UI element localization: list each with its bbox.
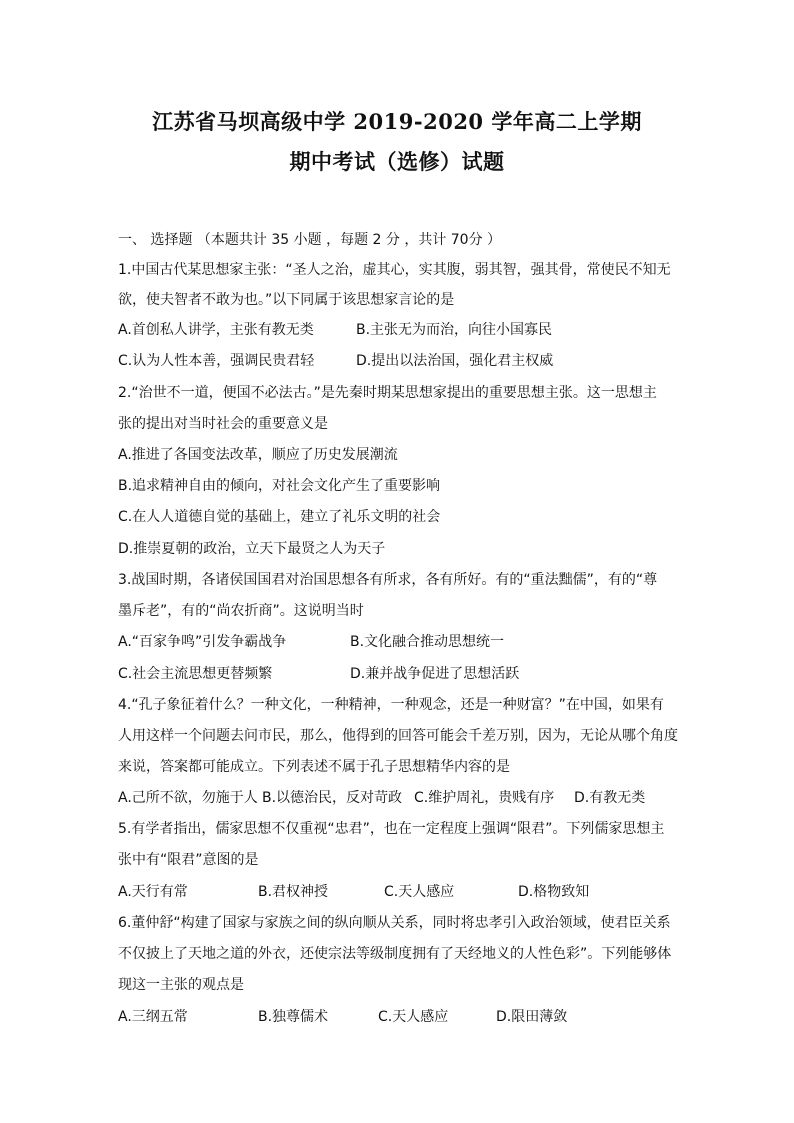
question-4-stem-line-3: 来说，答案都可能成立。下列表述不属于孔子思想精华内容的是 [118, 759, 510, 775]
question-5-stem-line-2: 张中有“限君”意图的是 [118, 852, 259, 868]
question-1-options-row-2 [118, 351, 698, 371]
question-5-option-d: D.格物致知 [518, 884, 590, 900]
question-1-options-row-1 [118, 320, 698, 340]
question-5-option-b: B.君权神授 [258, 884, 329, 900]
question-4-option-c: C.维护周礼，贵贱有序 [414, 790, 555, 806]
exam-title: 江苏省马坝高级中学 2019-2020 学年高二上学期 [152, 109, 642, 134]
question-6-stem-line-3: 现这一主张的观点是 [118, 977, 244, 993]
question-3-option-d: D.兼并战争促进了思想活跃 [350, 666, 520, 682]
question-5-options-row [118, 882, 698, 902]
question-1-option-d: D.提出以法治国，强化君主权威 [356, 353, 554, 369]
question-4-option-b: B.以德治民，反对苛政 [262, 790, 403, 806]
question-2-stem-line-2: 张的提出对当时社会的重要意义是 [118, 416, 328, 432]
question-6-option-b: B.独尊儒术 [258, 1009, 329, 1025]
question-3-options-row-2 [118, 664, 698, 684]
question-4-stem-line-2: 人用这样一个问题去问市民，那么，他得到的回答可能会千差万别，因为，无论从哪个角度 [118, 728, 678, 744]
question-5-option-c: C.天人感应 [384, 884, 455, 900]
question-3-stem-line-2: 墨斥老”，有的“尚农折商”。这说明当时 [118, 603, 364, 619]
exam-subtitle: 期中考试（选修）试题 [289, 149, 505, 174]
question-3-options-row-1 [118, 632, 698, 652]
question-1-stem-line-2: 欲，使夫智者不敢为也。”以下同属于该思想家言论的是 [118, 292, 455, 308]
question-6-stem-line-1: 6.董仲舒“构建了国家与家族之间的纵向顺从关系，同时将忠孝引入政治领域，使君臣关系 [118, 915, 671, 931]
question-5-stem-line-1: 5.有学者指出，儒家思想不仅重视“忠君”，也在一定程度上强调“限君”。下列儒家思想主 [118, 821, 665, 837]
question-3-stem-line-1: 3.战国时期，各诸侯国国君对治国思想各有所求，各有所好。有的“重法黜儒”，有的“尊 [118, 572, 658, 588]
question-6-option-c: C.天人感应 [378, 1009, 449, 1025]
question-1-option-c: C.认为人性本善，强调民贵君轻 [118, 353, 315, 369]
question-6-stem-line-2: 不仅披上了天地之道的外衣，还使宗法等级制度拥有了天经地义的人性色彩”。下列能够体 [118, 946, 672, 962]
question-4-option-a: A.己所不欲，勿施于人 [118, 790, 258, 806]
question-2-option-c: C.在人人道德自觉的基础上，建立了礼乐文明的社会 [118, 509, 441, 525]
question-3-option-b: B.文化融合推动思想统一 [350, 634, 505, 650]
question-1-option-a: A.首创私人讲学，主张有教无类 [118, 322, 314, 338]
question-3-option-a: A.“百家争鸣”引发争霸战争 [118, 634, 287, 650]
section-heading: 一、 选择题 （本题共计 35 小题 ，每题 2 分 ，共计 70分 ） [118, 232, 502, 248]
question-3-option-c: C.社会主流思想更替频繁 [118, 666, 273, 682]
question-4-option-d: D.有教无类 [574, 790, 646, 806]
question-2-stem-line-1: 2.“治世不一道，便国不必法古。”是先秦时期某思想家提出的重要思想主张。这一思想主 [118, 385, 657, 401]
question-6-option-d: D.限田薄敛 [496, 1009, 568, 1025]
question-1-stem-line-1: 1.中国古代某思想家主张：“圣人之治，虚其心，实其腹，弱其智，强其骨，常使民不知无 [118, 262, 671, 278]
question-4-options-row [118, 788, 698, 808]
question-6-option-a: A.三纲五常 [118, 1009, 188, 1025]
question-5-option-a: A.天行有常 [118, 884, 188, 900]
question-2-option-d: D.推崇夏朝的政治，立天下最贤之人为天子 [118, 541, 386, 557]
question-4-stem-line-1: 4.“孔子象征着什么？一种文化，一种精神，一种观念，还是一种财富？”在中国，如果有 [118, 697, 664, 713]
question-2-option-b: B.追求精神自由的倾向，对社会文化产生了重要影响 [118, 478, 441, 494]
question-1-option-b: B.主张无为而治，向往小国寡民 [356, 322, 553, 338]
question-2-option-a: A.推进了各国变法改革，顺应了历史发展潮流 [118, 447, 398, 463]
question-6-options-row [118, 1007, 698, 1027]
